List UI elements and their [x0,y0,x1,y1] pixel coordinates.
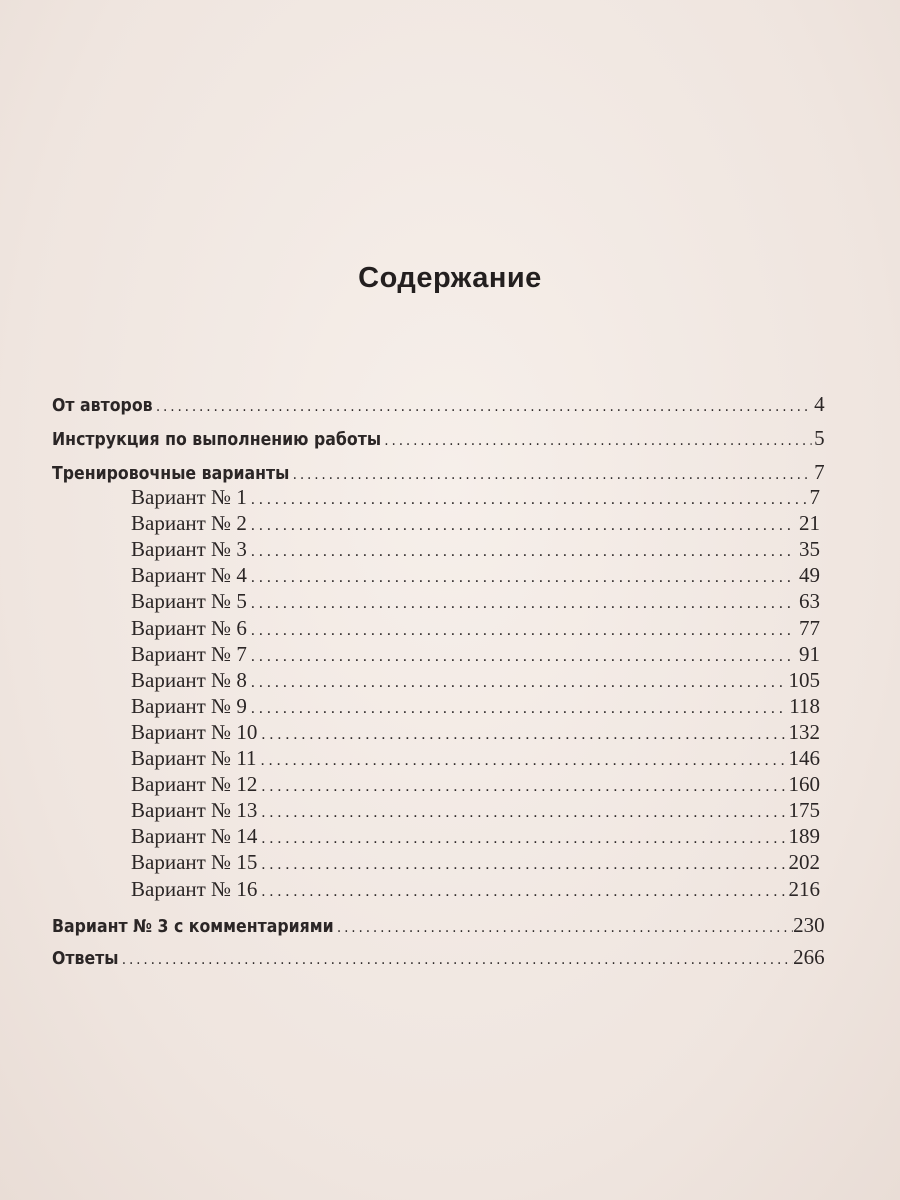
toc-entry [131,668,820,696]
toc-entry [131,511,820,539]
toc-entry-label: Вариант № 14 [131,824,258,849]
toc-entry-label: Вариант № 2 [131,511,247,536]
leader-dots [261,726,784,744]
toc-entry-label: Вариант № 9 [131,693,247,718]
toc-entry [52,392,824,420]
toc-entry-label: Вариант № 10 [131,719,258,744]
leader-dots [251,622,795,640]
toc-entry-page: 77 [799,615,820,640]
leader-dots [293,466,811,484]
toc-entry [131,746,820,774]
toc-entry-label: Вариант № 8 [131,667,247,692]
leader-dots [261,883,784,901]
toc-entry-label: Вариант № 11 [131,746,257,770]
toc-entry [131,485,820,513]
toc-entry [131,772,820,800]
toc-entry-page: 175 [788,798,820,823]
leader-dots [261,778,784,796]
leader-dots [122,951,792,969]
toc-entry [131,798,820,826]
toc-entry [131,537,820,565]
toc-entry-page: 63 [799,589,820,614]
leader-dots [261,752,785,770]
toc-entry-label: Вариант № 5 [131,589,247,614]
leader-dots [251,491,806,509]
toc-entry [52,913,824,941]
toc-entry-page: 49 [799,563,820,588]
page-title: Содержание [358,262,542,294]
leader-dots [261,830,784,848]
leader-dots [251,569,795,587]
toc-entry-label: Тренировочные варианты [52,464,290,484]
toc-entry [131,720,820,748]
toc-entry-page: 5 [813,426,825,450]
toc-entry-page: 216 [788,876,820,901]
toc-entry-label: Вариант № 13 [131,798,258,823]
leader-dots [261,856,784,874]
leader-dots [251,700,785,718]
toc-entry [52,426,824,454]
leader-dots [385,432,811,450]
toc-entry-label: Вариант № 1 [131,485,247,509]
toc-entry-label: Вариант № 7 [131,641,247,666]
toc-entry-label: Вариант № 12 [131,772,258,797]
leader-dots [337,919,792,937]
leader-dots [251,595,795,613]
toc-entry-label: Вариант № 16 [131,876,258,901]
toc-entry [131,642,820,670]
toc-entry-page: 266 [792,945,825,969]
toc-entry-page: 202 [788,850,820,875]
toc-entry [131,616,820,644]
toc-entry [131,694,820,722]
toc-entry-page: 189 [788,824,820,849]
toc-entry [131,563,820,591]
toc-entry-page: 160 [788,772,820,797]
leader-dots [251,674,785,692]
toc-entry-label: Вариант № 6 [131,615,247,640]
toc-entry [52,460,824,488]
toc-entry-page: 35 [799,537,820,562]
toc-entry-page: 21 [799,511,820,536]
toc-entry-page: 7 [809,485,820,509]
toc-entry [131,850,820,878]
toc-entry [131,824,820,852]
toc-entry-page: 7 [813,460,825,484]
toc-entry-page: 91 [799,641,820,666]
leader-dots [156,398,811,416]
leader-dots [251,517,795,535]
toc-entry-label: Инструкция по выполнению работы [52,430,382,450]
toc-entry-page: 146 [788,746,820,770]
toc-entry-page: 230 [792,913,825,937]
toc-entry-page: 4 [813,392,825,416]
leader-dots [251,648,795,666]
leader-dots [251,543,795,561]
toc-entry-label: От авторов [52,396,153,416]
toc-entry-label: Вариант № 15 [131,850,258,875]
toc-entry [131,589,820,617]
toc-entry-label: Вариант № 3 с комментариями [52,917,334,937]
toc-entry-page: 132 [788,719,820,744]
toc-entry-label: Вариант № 3 [131,537,247,562]
toc-entry [131,877,820,905]
toc-entry-label: Вариант № 4 [131,563,247,588]
leader-dots [261,804,784,822]
toc-entry-page: 118 [789,693,820,718]
toc-entry-page: 105 [788,667,820,692]
toc-entry [52,945,824,973]
toc-entry-label: Ответы [52,949,119,969]
